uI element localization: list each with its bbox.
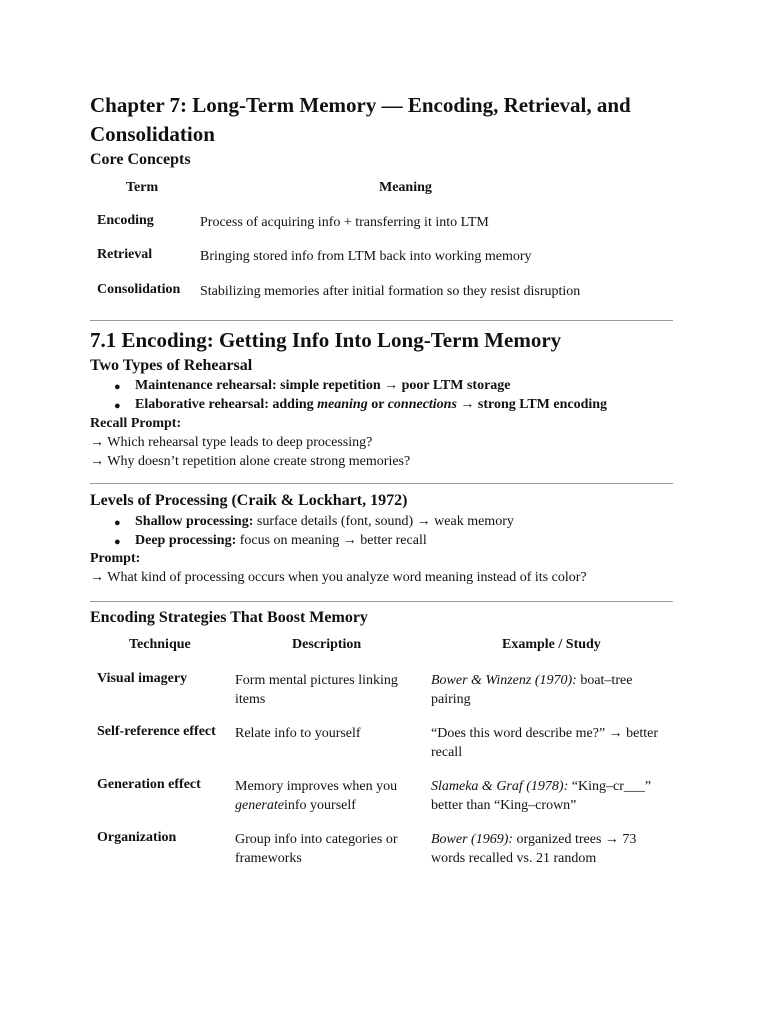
- technique-self-reference: Self-reference effect: [97, 724, 216, 739]
- core-meaning-consolidation: Stabilizing memories after initial formation so they resist disruption: [200, 284, 581, 299]
- emphasis-connections: connections: [387, 397, 457, 412]
- bullet-elaborative-rehearsal: [135, 397, 607, 413]
- example-generation-effect: [431, 777, 661, 815]
- description-generation-effect: [235, 777, 410, 815]
- example-text: boat–tree pairing: [431, 673, 633, 707]
- col-header-meaning: Meaning: [379, 180, 432, 195]
- deep-text: focus on meaning → better recall: [236, 533, 427, 548]
- core-term-consolidation: Consolidation: [97, 282, 181, 297]
- citation: Bower (1969):: [431, 832, 514, 847]
- technique-organization: Organization: [97, 830, 177, 845]
- core-term-encoding: Encoding: [97, 213, 154, 228]
- core-concepts-heading: Core Concepts: [90, 151, 191, 168]
- emphasis-meaning: meaning: [317, 397, 368, 412]
- text-run: or: [367, 397, 388, 412]
- bullet-deep-processing: [135, 533, 427, 549]
- prompt-question: → What kind of processing occurs when you analyze word meaning instead of its color?: [90, 570, 587, 585]
- col-header-example: Example / Study: [502, 637, 601, 652]
- example-self-reference: “Does this word describe me?” → better recall: [431, 726, 659, 760]
- recall-prompt-label: Recall Prompt:: [90, 416, 182, 431]
- col-header-term: Term: [126, 180, 159, 195]
- divider-1: [90, 320, 673, 321]
- core-meaning-encoding: Process of acquiring info + transferring it into LTM: [200, 215, 489, 230]
- example-text: organized trees → 73 words recalled vs. 21 random: [431, 832, 637, 866]
- col-header-technique: Technique: [129, 637, 191, 652]
- bullet-dot: ●: [114, 536, 121, 548]
- text-run: Elaborative rehearsal: adding: [135, 397, 318, 412]
- description-self-reference: Relate info to yourself: [235, 726, 361, 741]
- example-visual-imagery: [431, 671, 646, 709]
- divider-3: [90, 601, 673, 602]
- prompt-label: Prompt:: [90, 551, 141, 566]
- bullet-shallow-processing: [135, 514, 514, 530]
- example-organization: [431, 830, 651, 868]
- technique-visual-imagery: Visual imagery: [97, 671, 188, 686]
- text-run: Memory improves when you: [235, 779, 398, 794]
- core-meaning-retrieval: Bringing stored info from LTM back into working memory: [200, 249, 532, 264]
- bullet-dot: ●: [114, 517, 121, 529]
- bullet-dot: ●: [114, 381, 121, 393]
- chapter-title: Chapter 7: Long-Term Memory — Encoding, Retrieval, and Consolidation: [90, 93, 631, 146]
- shallow-label: Shallow processing:: [135, 514, 254, 529]
- col-header-description: Description: [292, 637, 362, 652]
- strategies-heading: Encoding Strategies That Boost Memory: [90, 609, 368, 626]
- citation: Bower & Winzenz (1970):: [431, 673, 577, 688]
- deep-label: Deep processing:: [135, 533, 237, 548]
- divider-2: [90, 483, 673, 484]
- levels-heading: Levels of Processing (Craik & Lockhart, 1972): [90, 492, 408, 509]
- bullet-maintenance-rehearsal: Maintenance rehearsal: simple repetition → poor LTM storage: [135, 378, 511, 393]
- recall-question-1: → Which rehearsal type leads to deep processing?: [90, 435, 373, 450]
- text-run: → strong LTM encoding: [456, 397, 608, 412]
- description-visual-imagery: Form mental pictures linking items: [235, 673, 398, 707]
- description-organization: Group info into categories or frameworks: [235, 832, 398, 866]
- core-term-retrieval: Retrieval: [97, 247, 153, 262]
- technique-generation-effect: Generation effect: [97, 777, 201, 792]
- shallow-text: surface details (font, sound) → weak memory: [253, 514, 514, 529]
- text-run: info yourself: [283, 798, 356, 813]
- emphasis-generate: generate: [235, 798, 284, 813]
- recall-question-2: → Why doesn’t repetition alone create strong memories?: [90, 454, 411, 469]
- rehearsal-heading: Two Types of Rehearsal: [90, 357, 253, 374]
- example-text: “King–cr___” better than “King–crown”: [431, 779, 652, 813]
- bullet-dot: ●: [114, 400, 121, 412]
- section-7-1-heading: 7.1 Encoding: Getting Info Into Long-Term Memory: [90, 328, 562, 352]
- citation: Slameka & Graf (1978):: [431, 779, 569, 794]
